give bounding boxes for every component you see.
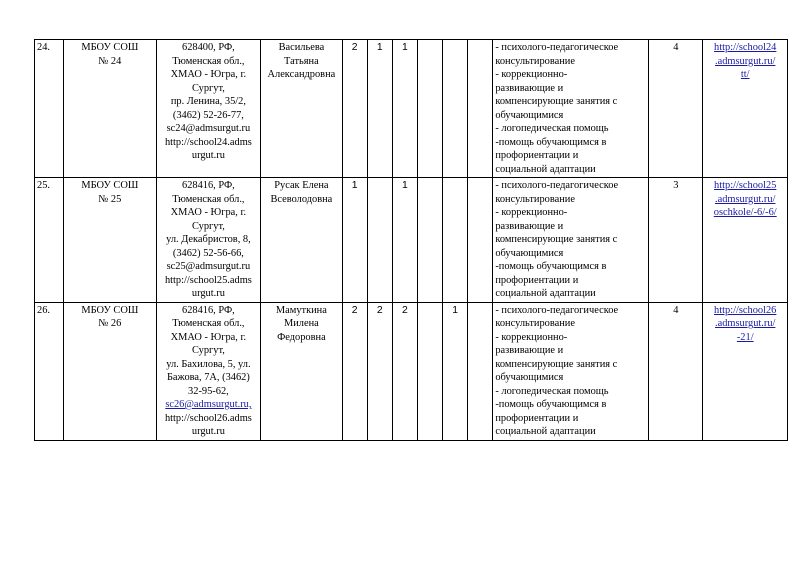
count-cell xyxy=(417,178,442,303)
count-cell xyxy=(443,40,468,178)
count-cell xyxy=(367,178,392,303)
count-cell xyxy=(468,40,493,178)
school-name: МБОУ СОШ № 25 xyxy=(64,178,156,303)
count-cell: 2 xyxy=(392,302,417,440)
count-cell xyxy=(443,178,468,303)
count-cell: 2 xyxy=(367,302,392,440)
school-address: 628416, РФ, Тюменская обл., ХМАО - Югра, г. Сургут, ул. Декабристов, 8, (3462) 52-56-66, sc25@admsurgut.ru http://school25.adms urgut.ru xyxy=(156,178,261,303)
count-cell: 1 xyxy=(392,40,417,178)
count-cell xyxy=(468,302,493,440)
count-cell: 1 xyxy=(342,178,367,303)
row-number: 25. xyxy=(35,178,64,303)
count-cell: 1 xyxy=(443,302,468,440)
count-cell: 2 xyxy=(342,40,367,178)
count-cell: 2 xyxy=(342,302,367,440)
email-link[interactable]: sc26@admsurgut.ru, xyxy=(165,399,252,410)
count-cell: 1 xyxy=(392,178,417,303)
specialist-count: 4 xyxy=(649,302,703,440)
specialist-count: 4 xyxy=(649,40,703,178)
row-number: 24. xyxy=(35,40,64,178)
contact-person: Мамуткина Милена Федоровна xyxy=(261,302,342,440)
contact-person: Русак Елена Всеволодовна xyxy=(261,178,342,303)
specialist-count: 3 xyxy=(649,178,703,303)
schools-table xyxy=(34,39,788,441)
count-cell: 1 xyxy=(367,40,392,178)
count-cell xyxy=(468,178,493,303)
school-address: 628416, РФ, Тюменская обл., ХМАО - Югра, г. Сургут, ул. Бахилова, 5, ул. Бажова, 7А, (3462) 32-95-62, sc26@admsurgut.ru, http://school26.adms urgut.ru xyxy=(156,302,261,440)
school-url-link[interactable]: http://school24 .admsurgut.ru/ tt/ xyxy=(703,40,788,178)
table-row xyxy=(35,40,788,178)
work-directions: - психолого-педагогическое консультирование - коррекционно- развивающие и компенсирующие занятия с обучающимися - логопедическая помощь -помощь обучающимся в профориентации и социальной адаптации xyxy=(493,302,649,440)
school-address: 628400, РФ, Тюменская обл., ХМАО - Югра, г. Сургут, пр. Ленина, 35/2, (3462) 52-26-77, sc24@admsurgut.ru http://school24.adms urgut.ru xyxy=(156,40,261,178)
count-cell xyxy=(417,40,442,178)
table-row xyxy=(35,302,788,440)
table-row xyxy=(35,178,788,303)
count-cell xyxy=(417,302,442,440)
row-number: 26. xyxy=(35,302,64,440)
school-name: МБОУ СОШ № 24 xyxy=(64,40,156,178)
school-url-link[interactable]: http://school25 .admsurgut.ru/ oschkole/-6/-6/ xyxy=(703,178,788,303)
school-name: МБОУ СОШ № 26 xyxy=(64,302,156,440)
school-url-link[interactable]: http://school26 .admsurgut.ru/ -21/ xyxy=(703,302,788,440)
work-directions: - психолого-педагогическое консультирование - коррекционно- развивающие и компенсирующие занятия с обучающимися -помощь обучающимся в профориентации и социальной адаптации xyxy=(493,178,649,303)
contact-person: Васильева Татьяна Александровна xyxy=(261,40,342,178)
work-directions: - психолого-педагогическое консультирование - коррекционно- развивающие и компенсирующие занятия с обучающимися - логопедическая помощь -помощь обучающимся в профориентации и социальной адаптации xyxy=(493,40,649,178)
